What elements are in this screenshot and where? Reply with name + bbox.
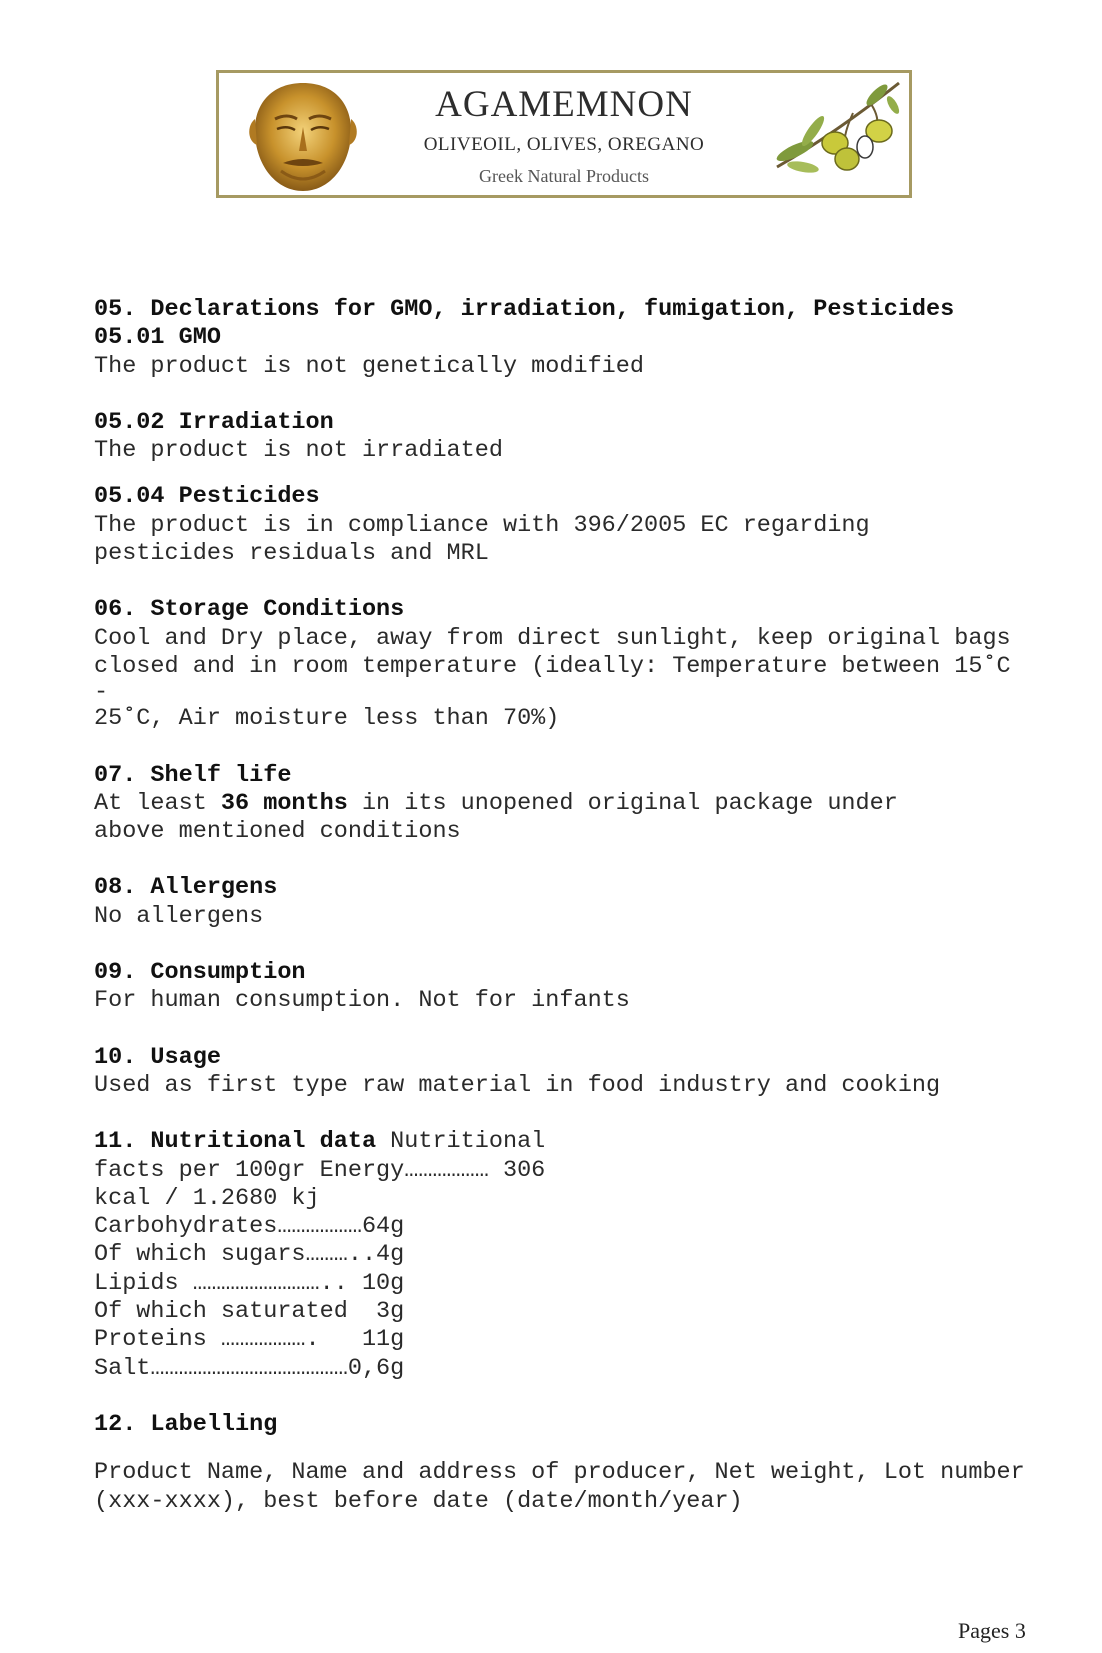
- section-06-text-1: Cool and Dry place, away from direct sunlight, keep original bags: [94, 624, 1011, 652]
- gold-mask-icon: [243, 79, 363, 195]
- section-0501-heading: 05.01 GMO: [94, 324, 221, 352]
- section-09-text: For human consumption. Not for infants: [94, 987, 630, 1015]
- section-06-text-3: -: [94, 679, 109, 707]
- section-07-heading: 07. Shelf life: [94, 761, 292, 789]
- section-07-post: in its unopened original package under: [347, 789, 898, 817]
- brand-title: AGAMEMNON: [435, 84, 693, 125]
- nutrition-line: facts per 100gr Energy……………… 306: [94, 1156, 546, 1184]
- nutrition-line: Proteins ………………. 11g: [94, 1326, 405, 1354]
- section-0501-text: The product is not genetically modified: [94, 352, 644, 380]
- section-0502-text: The product is not irradiated: [94, 437, 503, 465]
- section-06-heading: 06. Storage Conditions: [94, 596, 405, 624]
- nutrition-line: Lipids ……………………….. 10g: [94, 1269, 405, 1297]
- nutrition-line: Salt……………………………………0,6g: [94, 1354, 405, 1382]
- section-12-text-2: (xxx-xxxx), best before date (date/month/year): [94, 1487, 743, 1515]
- section-11-heading-line: [94, 1128, 1094, 1156]
- section-12-text-1: Product Name, Name and address of producer, Net weight, Lot number: [94, 1459, 1025, 1487]
- nutrition-line: Of which saturated 3g: [94, 1298, 405, 1326]
- section-11-heading: 11. Nutritional data: [94, 1128, 377, 1156]
- section-08-text: No allergens: [94, 902, 264, 930]
- shelf-life-duration: 36 months: [220, 789, 348, 817]
- section-0504-text-2: pesticides residuals and MRL: [94, 540, 489, 568]
- brand-block: [369, 83, 759, 187]
- olive-branch-icon: [773, 75, 903, 183]
- section-07-text-1: [94, 790, 1094, 818]
- section-09-heading: 09. Consumption: [94, 959, 306, 987]
- page-number: Pages 3: [958, 1618, 1026, 1643]
- section-12-heading: 12. Labelling: [94, 1410, 278, 1438]
- section-05-heading: 05. Declarations for GMO, irradiation, fumigation, Pesticides: [94, 296, 955, 323]
- nutrition-line: kcal / 1.2680 kj: [94, 1184, 320, 1212]
- nutrition-line: Of which sugars………..4g: [94, 1241, 405, 1269]
- section-07-text-2: above mentioned conditions: [94, 818, 461, 846]
- section-10-text: Used as first type raw material in food industry and cooking: [94, 1071, 941, 1099]
- nutrition-line: Carbohydrates………………64g: [94, 1213, 405, 1241]
- section-06-text-2: closed and in room temperature (ideally: Temperature between 15˚C: [94, 652, 1011, 680]
- section-0504-heading: 05.04 Pesticides: [94, 483, 320, 511]
- section-08-heading: 08. Allergens: [94, 874, 278, 902]
- header-banner: [216, 70, 912, 198]
- section-06-text-4: 25˚C, Air moisture less than 70%): [94, 705, 560, 733]
- brand-tagline: Greek Natural Products: [479, 166, 649, 186]
- section-11-heading-rest: Nutritional: [376, 1128, 546, 1156]
- brand-subtitle: OLIVEOIL, OLIVES, OREGANO: [423, 134, 705, 155]
- document-body: [94, 296, 1094, 1516]
- section-07-pre: At least: [94, 789, 221, 817]
- section-10-heading: 10. Usage: [94, 1043, 221, 1071]
- section-0504-text-1: The product is in compliance with 396/2005 EC regarding: [94, 511, 870, 539]
- section-0502-heading: 05.02 Irradiation: [94, 408, 334, 436]
